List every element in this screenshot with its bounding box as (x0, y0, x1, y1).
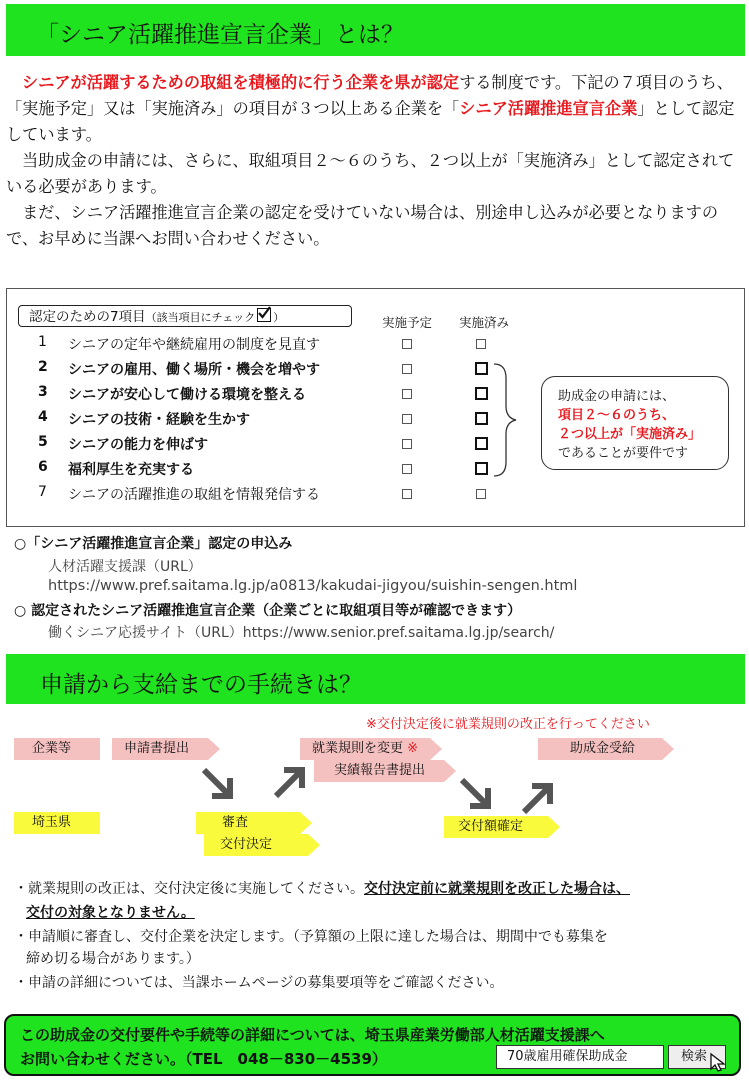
item-text: シニアの雇用、働く場所・機会を増やす (68, 362, 320, 378)
flow-note: ※交付決定後に就業規則の改正を行ってください (366, 717, 650, 732)
flow-company-label: 企業等 (32, 741, 72, 756)
flow-rules (300, 738, 430, 760)
search-button-label: 検索 (681, 1049, 708, 1064)
link2-title: ○ 認定されたシニア活躍推進宣言企業（企業ごとに取組項目等が確認できます） (14, 603, 522, 619)
done-checkbox[interactable] (475, 437, 488, 450)
requirement-callout (541, 376, 729, 470)
done-checkbox[interactable] (475, 412, 488, 425)
flow-apply-label: 申請書提出 (124, 741, 190, 756)
flow-decision-label: 交付決定 (220, 837, 273, 852)
brace-icon (492, 362, 518, 478)
item-number: 6 (38, 459, 48, 475)
flow-apply (112, 738, 208, 760)
intro-p1-b: 」として認定しています。 (6, 99, 735, 144)
checklist-caption (18, 305, 352, 327)
flow-prefecture (14, 812, 100, 834)
item-number: 5 (38, 434, 48, 450)
bullet-1: ・就業規則の改正は、交付決定後に実施してください。交付決定前に就業規則を改正した場合は、 (14, 881, 630, 897)
done-checkbox[interactable] (476, 489, 486, 499)
section2-banner (6, 654, 745, 704)
done-checkbox[interactable] (475, 387, 488, 400)
col-planned: 実施予定 (382, 315, 433, 330)
item-number: 1 (38, 334, 47, 350)
planned-checkbox[interactable] (402, 489, 412, 499)
arrow-down-right-icon (198, 764, 238, 804)
checklist-item (0, 484, 740, 509)
caption-note: （該当項目にチェック (145, 311, 256, 324)
search-input[interactable]: 70歳雇用確保助成金 (496, 1045, 664, 1069)
arrow-down-right-icon (456, 774, 496, 814)
done-checkbox[interactable] (475, 362, 488, 375)
flow-receive (538, 738, 662, 760)
footer-line2: お問い合わせください。（TEL 048－830－4539） (20, 1050, 387, 1068)
footer-line1: この助成金の交付要件や手続等の詳細については、埼玉県産業労働部人材活躍支援課へ (20, 1026, 605, 1044)
planned-checkbox[interactable] (402, 464, 412, 474)
item-text: シニアが安心して働ける環境を整える (68, 387, 306, 403)
intro-p1-a: する制度です。下記の７項目のうち、「実施予定」又は「実施済み」の項目が３つ以上ある企業を「 (6, 73, 733, 118)
flow-report (314, 760, 444, 782)
callout-line1: 助成金の申請には、 (558, 389, 676, 404)
link1-url[interactable]: https://www.pref.saitama.lg.jp/a0813/kakudai-jigyou/suishin-sengen.html (48, 578, 578, 594)
flow-report-label: 実績報告書提出 (334, 763, 426, 778)
checklist-item (0, 334, 740, 359)
item-number: 7 (38, 484, 47, 500)
planned-checkbox[interactable] (402, 439, 412, 449)
bullet-1-cont: 交付の対象となりません。 (26, 905, 195, 921)
flow-review-label: 審査 (222, 815, 249, 830)
done-checkbox[interactable] (475, 462, 488, 475)
bullet-2: ・申請順に審査し、交付企業を決定します。（予算額の上限に達した場合は、期間中でも募集を (14, 929, 608, 945)
item-text: シニアの定年や継続雇用の制度を見直す (68, 337, 320, 353)
flow-company (14, 738, 100, 760)
item-number: 4 (38, 409, 48, 425)
arrow-up-right-icon (518, 778, 558, 818)
flow-prefecture-label: 埼玉県 (32, 815, 72, 830)
arrow-up-right-icon (270, 762, 310, 802)
callout-line4: であることが要件です (558, 446, 689, 461)
flow-decision (204, 834, 308, 856)
bullet-2-cont: 締め切る場合があります。） (26, 951, 200, 967)
item-text: シニアの技術・経験を生かす (68, 412, 250, 428)
link2-text[interactable]: 働くシニア応援サイト（URL）https://www.senior.pref.saitama.lg.jp/search/ (48, 625, 555, 641)
intro-text (6, 70, 744, 252)
bullet-3: ・申請の詳細については、当課ホームページの募集要項等をご確認ください。 (14, 975, 504, 991)
callout-line3: ２つ以上が「実施済み」 (558, 427, 702, 442)
intro-p2: 当助成金の申請には、さらに、取組項目２～６のうち、２つ以上が「実施済み」として認定されている必要があります。 (6, 151, 735, 196)
cursor-icon (709, 1052, 729, 1072)
planned-checkbox[interactable] (402, 364, 412, 374)
link1-org: 人材活躍支援課（URL） (48, 559, 202, 575)
planned-checkbox[interactable] (402, 414, 412, 424)
planned-checkbox[interactable] (402, 389, 412, 399)
intro-highlight-1: シニアが活躍するための取組を積極的に行う企業を県が認定 (22, 73, 460, 92)
item-text: 福利厚生を充実する (68, 462, 194, 478)
checked-box-icon (257, 308, 271, 322)
flow-receive-label: 助成金受給 (570, 741, 636, 756)
col-done: 実施済み (459, 315, 510, 330)
caption-note-end: ） (273, 311, 285, 324)
section1-title: 「シニア活躍推進宣言企業」とは？ (36, 22, 404, 48)
intro-p3: まだ、シニア活躍推進宣言企業の認定を受けていない場合は、別途申し込みが必要となりますので、お早めに当課へお問い合わせください。 (6, 203, 719, 248)
planned-checkbox[interactable] (402, 339, 412, 349)
done-checkbox[interactable] (476, 339, 486, 349)
section2-title: 申請から支給までの手続きは？ (40, 672, 362, 698)
flow-amount-label: 交付額確定 (458, 819, 524, 834)
caption-text: 認定のための7項目 (29, 309, 146, 325)
callout-line2: 項目２～６のうち、 (558, 408, 676, 423)
item-number: 2 (38, 359, 48, 375)
item-number: 3 (38, 384, 48, 400)
flow-rules-label: 就業規則を変更 ※ (312, 741, 419, 756)
link1-title: ○「シニア活躍推進宣言企業」認定の申込み (14, 536, 293, 552)
item-text: シニアの活躍推進の取組を情報発信する (68, 487, 320, 503)
intro-highlight-2: シニア活躍推進宣言企業 (459, 99, 638, 118)
search-button[interactable] (668, 1045, 726, 1069)
flow-amount (444, 816, 548, 838)
flow-review (196, 812, 300, 834)
item-text: シニアの能力を伸ばす (68, 437, 208, 453)
section1-banner (6, 4, 745, 56)
